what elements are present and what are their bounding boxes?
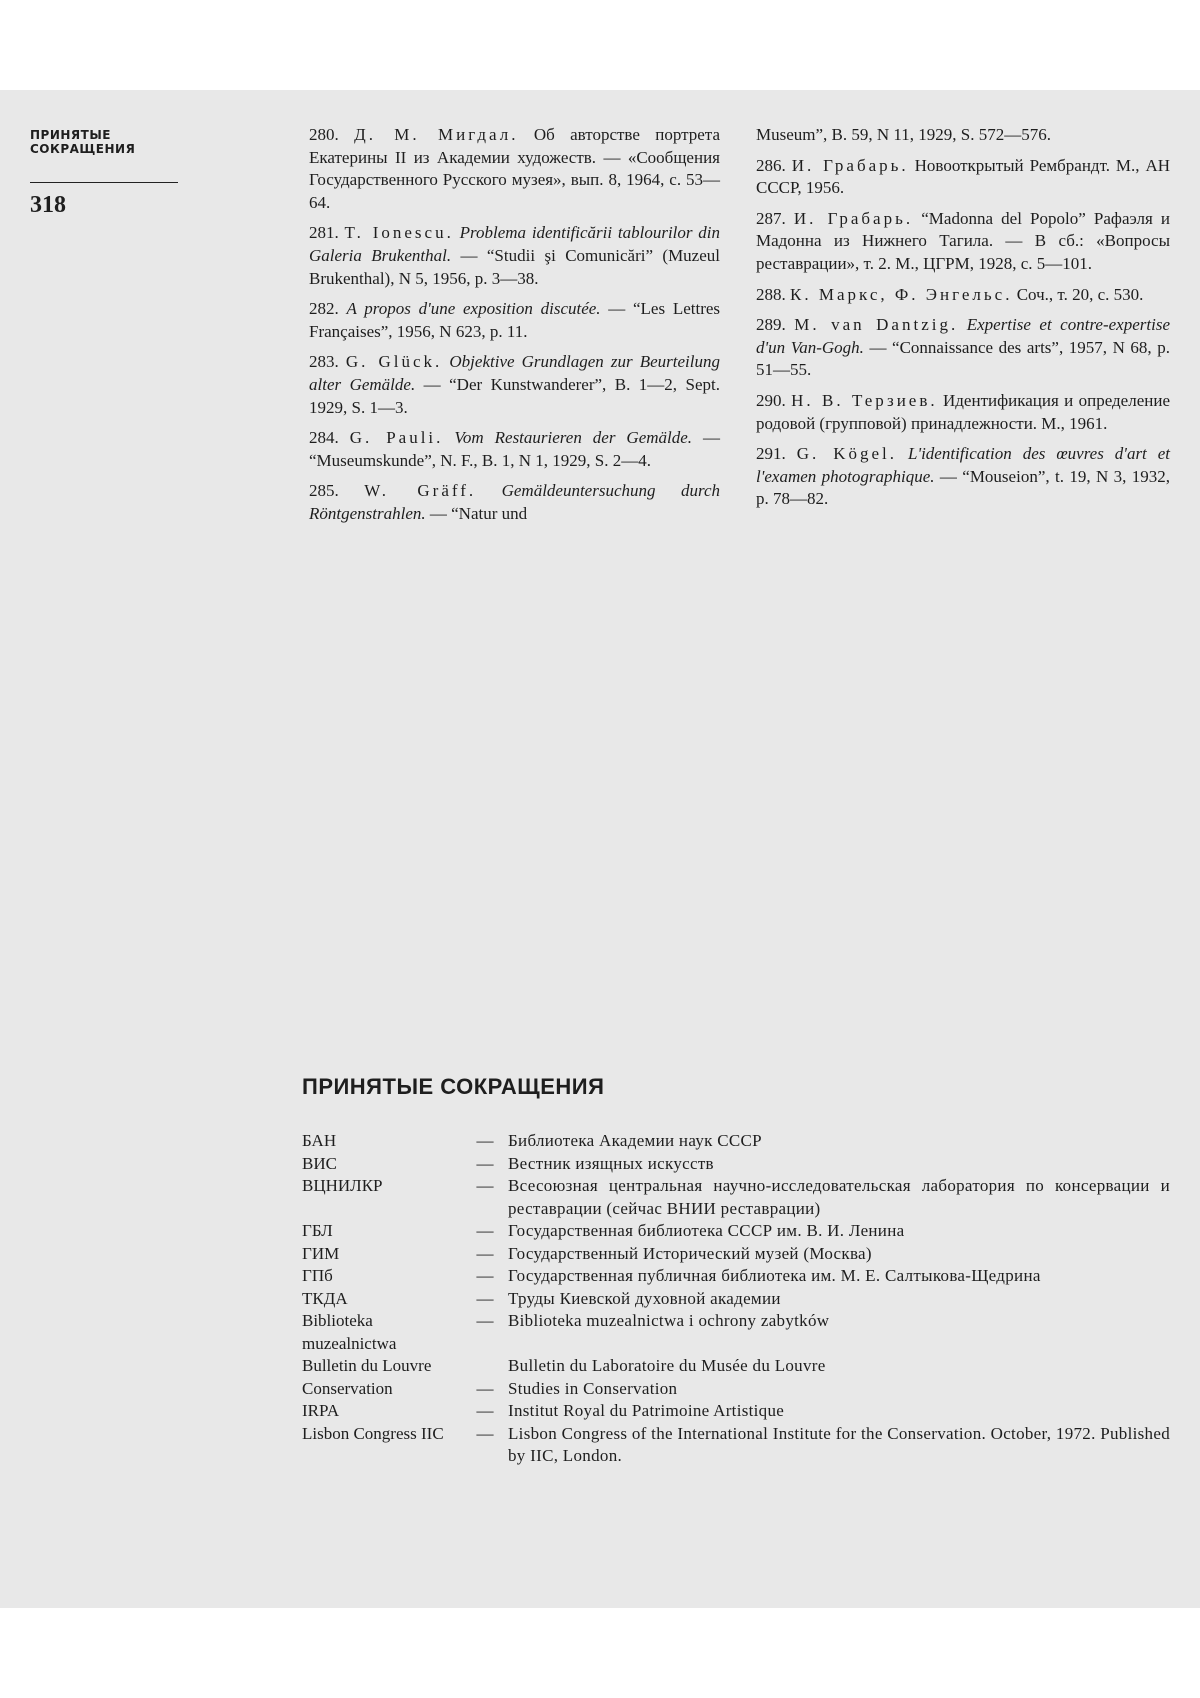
- reference-author: Д. М. Мигдал.: [354, 125, 519, 144]
- reference-entry: [756, 155, 1170, 200]
- reference-entry: [309, 480, 720, 525]
- abbreviation-dash: —: [476, 1288, 494, 1308]
- abbreviation-definition: Lisbon Congress of the International Institute for the Conservation. October, 1972. Published by IIC, London.: [508, 1423, 1170, 1465]
- page-number: 318: [30, 192, 66, 218]
- reference-entry: [309, 351, 720, 419]
- abbreviation-term: БАН: [302, 1131, 337, 1150]
- abbreviation-row: [302, 1220, 1170, 1243]
- abbreviation-dash: —: [476, 1378, 494, 1398]
- abbreviation-definition: Biblioteka muzealnictwa i ochrony zabytków: [508, 1311, 830, 1330]
- reference-work-title: Vom Restaurieren der Gemälde.: [454, 428, 693, 448]
- reference-continuation: [756, 124, 1170, 147]
- reference-entry: [756, 314, 1170, 382]
- abbreviation-row: [302, 1310, 1170, 1355]
- abbreviation-row: [302, 1175, 1170, 1220]
- reference-source: — “Der Kunstwanderer”, B. 1—2, Sept. 1929, S. 1—3.: [309, 374, 720, 417]
- reference-entry: [756, 390, 1170, 435]
- references-column-2: [756, 124, 1170, 519]
- reference-number: 281.: [309, 223, 339, 243]
- reference-author: W. Gräff.: [364, 481, 477, 501]
- reference-work-title: Gemäldeuntersuchung durch Röntgenstrahlen.: [309, 481, 720, 523]
- reference-author: G. Kögel.: [796, 444, 898, 464]
- abbreviation-row: [302, 1243, 1170, 1266]
- abbreviation-definition: Studies in Conservation: [508, 1378, 678, 1398]
- abbreviation-term: ВЦНИЛКР: [302, 1176, 383, 1195]
- abbreviation-definition: Всесоюзная центральная научно-исследовательская лаборатория по консервации и реставрации (сейчас ВНИИ реставрации): [508, 1176, 1170, 1218]
- reference-source: Соч., т. 20, с. 530.: [1016, 284, 1144, 304]
- abbreviation-row: [302, 1378, 1170, 1401]
- abbreviation-definition: Государственная библиотека СССР им. В. И. Ленина: [508, 1221, 905, 1240]
- reference-author: И. Грабарь.: [791, 155, 909, 175]
- reference-source: — “Connaissance des arts”, 1957, N 68, p. 51—55.: [756, 337, 1170, 380]
- abbreviation-term: Biblioteka muzealnictwa: [302, 1311, 397, 1353]
- reference-source: — “Les Lettres Françaises”, 1956, N 623, p. 11.: [309, 299, 721, 341]
- reference-entry: [309, 222, 720, 290]
- abbreviation-row: [302, 1355, 1170, 1378]
- running-head-rule: [30, 182, 178, 183]
- reference-entry: [756, 443, 1170, 511]
- abbreviation-term: IRPA: [302, 1401, 340, 1420]
- reference-author: G. Pauli.: [349, 428, 444, 448]
- reference-author: Н. В. Терзиев.: [791, 390, 938, 410]
- reference-number: 285.: [309, 481, 339, 501]
- running-head-line-1: ПРИНЯТЫЕ: [30, 128, 111, 142]
- reference-number: 282.: [309, 299, 339, 319]
- reference-entry: [756, 284, 1170, 307]
- reference-source: Museum”, B. 59, N 11, 1929, S. 572—576.: [756, 125, 1051, 144]
- reference-entry: [309, 124, 720, 214]
- abbreviation-definition: Institut Royal du Patrimoine Artistique: [508, 1401, 785, 1420]
- abbreviation-definition: Государственная публичная библиотека им. М. Е. Салтыкова-Щедрина: [508, 1266, 1041, 1285]
- reference-entry: [756, 208, 1170, 276]
- abbreviation-term: ВИС: [302, 1153, 337, 1173]
- reference-source: — “Museumskunde”, N. F., B. 1, N 1, 1929, S. 2—4.: [309, 428, 720, 470]
- reference-entry: [309, 427, 720, 472]
- references-column-1: [309, 124, 720, 534]
- reference-number: 284.: [309, 428, 339, 448]
- abbreviation-row: [302, 1153, 1170, 1176]
- abbreviation-dash: —: [476, 1153, 494, 1173]
- reference-author: M. van Dantzig.: [794, 315, 959, 335]
- reference-source: Об авторстве портрета Екатерины II из Академии художеств. — «Сообщения Государственного Русского музея», вып. 8, 1964, с. 53—64.: [309, 125, 720, 212]
- abbreviation-row: [302, 1423, 1170, 1468]
- running-head: [30, 128, 135, 156]
- abbreviation-term: Lisbon Congress IIC: [302, 1423, 444, 1443]
- abbreviation-dash: —: [476, 1243, 494, 1263]
- reference-entry: [309, 298, 720, 343]
- running-head-line-2: СОКРАЩЕНИЯ: [30, 142, 136, 156]
- abbreviation-term: ГБЛ: [302, 1221, 333, 1240]
- reference-source: — “Natur und: [425, 503, 528, 523]
- abbreviation-term: ГПб: [302, 1266, 333, 1285]
- reference-source: “Madonna del Popolo” Рафаэля и Мадонна из Нижнего Тагила. — В сб.: «Вопросы реставрации», т. 2. М., ЦГРМ, 1928, с. 5—101.: [756, 208, 1171, 273]
- abbreviations-list: [302, 1130, 1170, 1468]
- reference-number: 287.: [756, 208, 786, 228]
- reference-source: Идентификация и определение родовой (групповой) принадлежности. М., 1961.: [756, 390, 1170, 433]
- abbreviation-row: [302, 1400, 1170, 1423]
- reference-source: — “Studii şi Comunicări” (Muzeul Brukenthal), N 5, 1956, p. 3—38.: [309, 245, 721, 288]
- abbreviation-dash: —: [476, 1311, 494, 1330]
- abbreviation-row: [302, 1265, 1170, 1288]
- reference-work-title: Expertise et contre-expertise d'un Van-Gogh.: [756, 315, 1170, 357]
- reference-work-title: A propos d'une exposition discutée.: [346, 299, 601, 319]
- reference-source: — “Mouseion”, t. 19, N 3, 1932, p. 78—82.: [756, 466, 1170, 509]
- reference-number: 291.: [756, 444, 786, 464]
- abbreviation-dash: —: [476, 1423, 494, 1443]
- abbreviation-term: ГИМ: [302, 1243, 340, 1263]
- reference-work-title: Objektive Grundlagen zur Beurteilung alter Gemälde.: [309, 352, 721, 394]
- abbreviation-dash: —: [476, 1131, 494, 1150]
- reference-number: 283.: [309, 352, 339, 372]
- abbreviation-dash: —: [476, 1401, 494, 1420]
- reference-author: G. Glück.: [345, 352, 443, 372]
- abbreviation-definition: Библиотека Академии наук СССР: [508, 1131, 762, 1150]
- reference-author: T. Ionescu.: [344, 223, 454, 243]
- reference-work-title: Problema identificării tablourilor din Galeria Brukenthal.: [309, 223, 721, 265]
- abbreviation-row: [302, 1130, 1170, 1153]
- reference-source: Новооткрытый Рембрандт. М., АН СССР, 1956.: [756, 155, 1171, 198]
- abbreviations-heading: ПРИНЯТЫЕ СОКРАЩЕНИЯ: [302, 1074, 605, 1099]
- abbreviation-definition: Вестник изящных искусств: [508, 1153, 714, 1173]
- abbreviation-row: [302, 1288, 1170, 1311]
- abbreviation-dash: —: [476, 1221, 494, 1240]
- reference-number: 289.: [756, 315, 786, 335]
- abbreviation-dash: —: [476, 1176, 494, 1195]
- reference-number: 280.: [309, 125, 339, 144]
- reference-number: 288.: [756, 284, 786, 304]
- abbreviation-dash: —: [476, 1266, 494, 1285]
- reference-number: 290.: [756, 390, 786, 410]
- abbreviation-definition: Труды Киевской духовной академии: [508, 1288, 781, 1308]
- abbreviation-term: ТКДА: [302, 1288, 348, 1308]
- abbreviation-definition: Bulletin du Laboratoire du Musée du Louvre: [508, 1356, 826, 1375]
- abbreviation-term: Conservation: [302, 1378, 393, 1398]
- abbreviation-term: Bulletin du Louvre: [302, 1356, 432, 1375]
- reference-number: 286.: [756, 155, 786, 175]
- reference-author: И. Грабарь.: [793, 208, 914, 228]
- abbreviation-definition: Государственный Исторический музей (Москва): [508, 1243, 872, 1263]
- reference-work-title: L'identification des œuvres d'art et l'examen photographique.: [756, 444, 1171, 486]
- reference-author: К. Маркс, Ф. Энгельс.: [790, 284, 1013, 304]
